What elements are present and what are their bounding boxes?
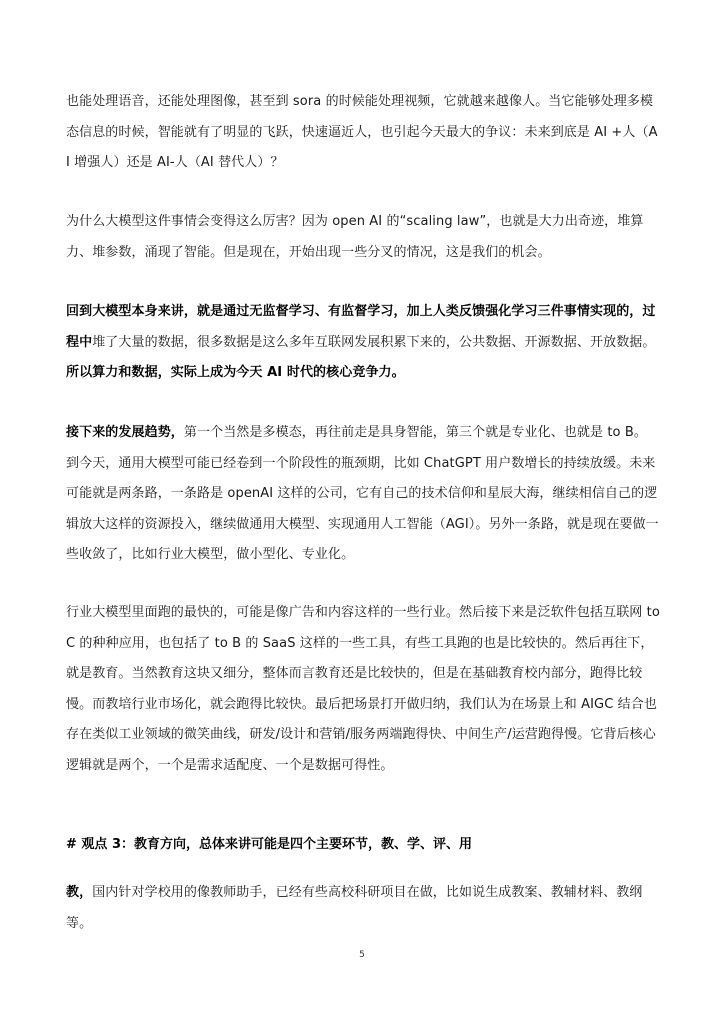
paragraph-text: 第一个当然是多模态，再往前走是具身智能，第三个就是专业化、也就是 to B。到今天，通用大模型可能已经卷到一个阶段性的瓶颈期，比如 ChatGPT 用户数增长的持续放缓。未来可能就是两条路，一条路是 openAI 这样的公司，它有自己的技术信仰和星辰大海，继续相信自己的逻辑放大这样的资源投入，继续做通用大模型、实现通用人工智能（AGI）。另外一条路，就是现在要做一些收敛了，比如行业大模型，做小型化、专业化。: [66, 425, 659, 562]
paragraph-text: 行业大模型里面跑的最快的，可能是像广告和内容这样的一些行业。然后接下来是泛软件包括互联网 to C 的种种应用，也包括了 to B 的 SaaS 这样的一些工具，有些工具跑的也是比较快的。然后再往下，就是教育。当然教育这块又细分，整体而言教育还是比较快的，但是在基础教育校内部分，跑得比较慢。而教培行业市场化，就会跑得比较快。最后把场景打开做归纳，我们认为在场景上和 AIGC 结合也存在类似工业领域的微笑曲线，研发/设计和营销/服务两端跑得快、中间生产/运营跑得慢。它背后核心逻辑就是两个，一个是需求适配度、一个是数据可得性。: [66, 605, 660, 773]
heading-text: # 观点 3：教育方向，总体来讲可能是四个主要环节，教、学、评、用: [66, 837, 472, 852]
section-heading-viewpoint-3: [66, 830, 660, 860]
paragraph-text: 国内针对学校用的像教师助手，已经有些高校科研项目在做，比如说生成教案、教辅材料、教纲等。: [66, 885, 643, 931]
paragraph-text: 也能处理语音，还能处理图像，甚至到 sora 的时候能处理视频，它就越来越像人。当它能够处理多模态信息的时候，智能就有了明显的飞跃，快速逼近人，也引起今天最大的争议：未来到底是 AI +人（AI 增强人）还是 AI-人（AI 替代人）？: [66, 94, 658, 170]
bold-lead-text: 回到大模型本身来讲，就是通过无监督学习、有监督学习，加上人类反馈强化学习三件事情实现的，过程中: [66, 304, 656, 350]
page-number: 5: [359, 950, 365, 960]
bold-lead-text: 教，: [66, 885, 93, 900]
paragraph-industry-models: [66, 598, 660, 781]
bold-tail-text: 所以算力和数据，实际上成为今天 AI 时代的核心竞争力。: [66, 365, 405, 380]
paragraph-text: 堆了大量的数据，很多数据是这么多年互联网发展积累下来的，公共数据、开源数据、开放数据。: [92, 334, 656, 350]
paragraph-teaching: [66, 878, 660, 939]
bold-lead-text: 接下来的发展趋势，: [66, 425, 184, 440]
paragraph-text: 为什么大模型这件事情会变得这么厉害？因为 open AI 的“scaling law”，也就是大力出奇迹，堆算力、堆参数，涌现了智能。但是现在，开始出现一些分叉的情况，这是我们的机会。: [66, 214, 644, 260]
paragraph-development-trends: [66, 418, 660, 571]
paragraph-multimodal-intro: [66, 87, 660, 179]
paragraph-model-training: [66, 297, 660, 389]
paragraph-scaling-law: [66, 207, 660, 268]
